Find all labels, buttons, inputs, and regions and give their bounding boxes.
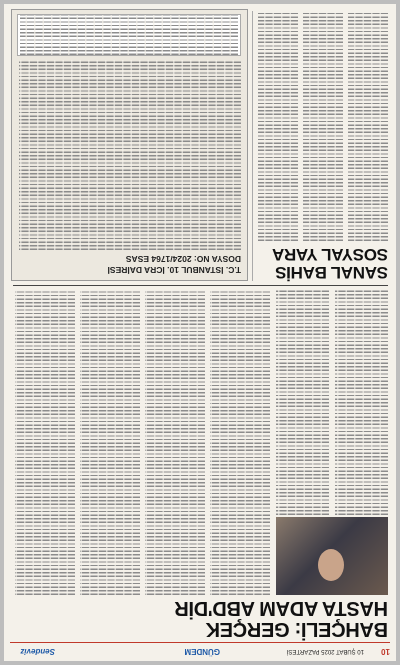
newspaper-page (4, 4, 396, 661)
divider (13, 285, 388, 286)
headline-bahis-line2: SOSYAL YARA (272, 245, 388, 264)
page-number: 10 (381, 647, 390, 656)
section-label: GÜNDEM (184, 647, 220, 656)
bahis-body-text (258, 11, 388, 241)
notice-body-text (19, 60, 241, 250)
headline-bahceli-line2: HASTA ADAM ABD'DİR (174, 597, 388, 619)
notice-auction-table (17, 14, 241, 56)
headline-bahis-line1: SANAL BAHİS (275, 263, 388, 282)
column-rule (252, 11, 253, 281)
photo-bahceli (276, 517, 388, 595)
notice-title-line1: T.C. İSTANBUL 10. İCRA DAİRESİ (107, 265, 241, 275)
newspaper-logo: Sendeviz (20, 647, 55, 656)
page-header (10, 642, 390, 657)
bahceli-body-text-wide (15, 290, 270, 595)
photo-face (318, 549, 344, 581)
bahceli-body-text (276, 290, 388, 515)
legal-notice-box (11, 9, 248, 281)
headline-bahceli-line1: BAHÇELİ: GERÇEK (205, 618, 388, 640)
page-date: 10 ŞUBAT 2025 PAZARTESİ (286, 648, 364, 654)
notice-title-line2: DOSYA NO: 2024/1764 ESAS (125, 254, 241, 264)
